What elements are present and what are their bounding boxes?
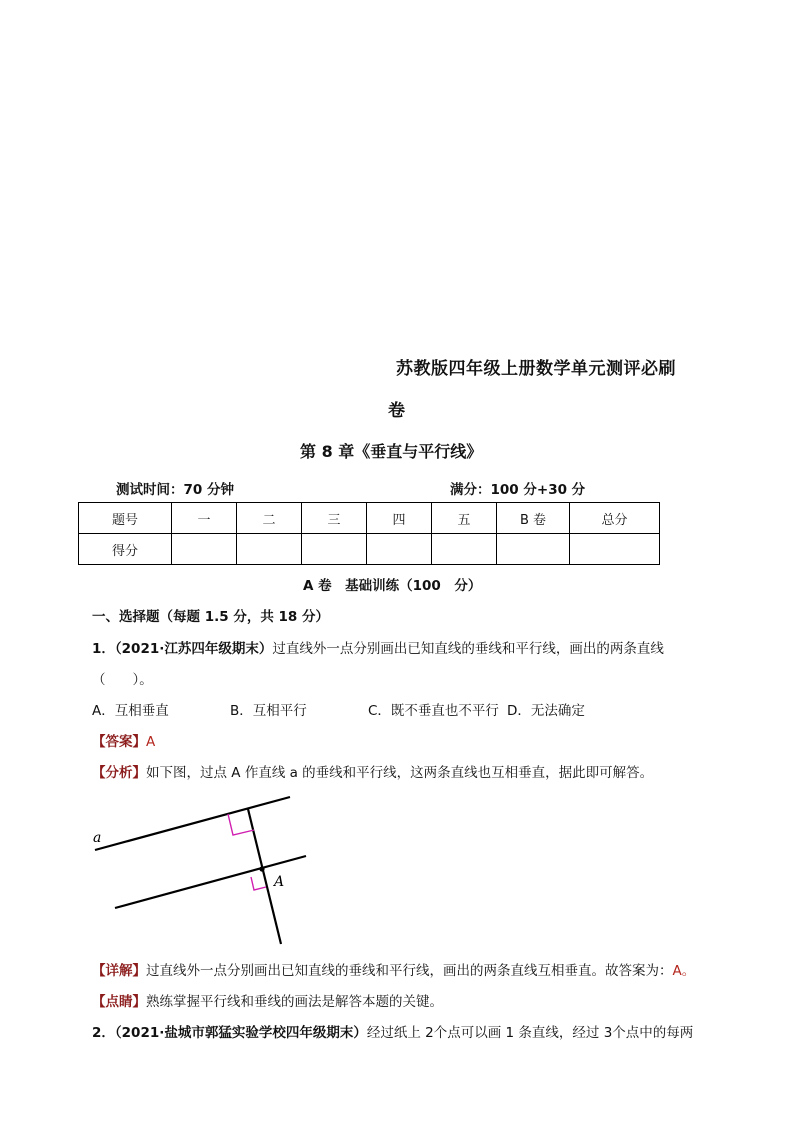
answer-line (92, 730, 155, 750)
comment-line (92, 990, 443, 1010)
table-header-cell: 五 (432, 503, 497, 534)
table-header-cell: 题号 (79, 503, 172, 534)
question-source: （2021·盐城市郭猛实验学校四年级期末） (114, 1025, 367, 1041)
analysis-text: 如下图，过点 A 作直线 a 的垂线和平行线，这两条直线也互相垂直，据此即可解答。 (146, 765, 654, 781)
question-number: 2． (92, 1025, 115, 1041)
score-cell (172, 534, 237, 565)
option-d: D．无法确定 (507, 703, 585, 719)
table-header-cell: 总分 (570, 503, 660, 534)
score-table-header-row (79, 503, 660, 534)
table-header-cell: 一 (172, 503, 237, 534)
question-1-blank: （ ）。 (92, 672, 153, 688)
detail-line (92, 959, 695, 979)
perpendicular-parallel-figure (88, 790, 318, 950)
question-number: 1． (92, 641, 115, 657)
table-header-cell: 二 (237, 503, 302, 534)
question-text: 经过纸上 2个点可以画 1 条直线，经过 3个点中的每两 (366, 1025, 694, 1041)
analysis-tag: 【分析】 (92, 765, 146, 781)
point-a-dot (259, 866, 264, 871)
score-table-score-row (79, 534, 660, 565)
score-table (78, 502, 660, 565)
table-header-cell: 三 (302, 503, 367, 534)
detail-text: 过直线外一点分别画出已知直线的垂线和平行线，画出的两条直线互相垂直。故答案为： (146, 963, 673, 979)
option-b: B．互相平行 (230, 703, 307, 719)
document-title-continued: 卷 (388, 401, 405, 421)
answer-value: A (146, 734, 156, 750)
score-cell (497, 534, 570, 565)
comment-text: 熟练掌握平行线和垂线的画法是解答本题的关键。 (146, 994, 443, 1010)
test-time: 测试时间：70 分钟 (116, 482, 234, 498)
score-cell (570, 534, 660, 565)
score-cell (432, 534, 497, 565)
detail-answer: A。 (672, 963, 696, 979)
comment-tag: 【点睛】 (92, 994, 146, 1010)
question-1 (92, 637, 664, 657)
score-cell (367, 534, 432, 565)
table-header-cell: B 卷 (497, 503, 570, 534)
question-text: 过直线外一点分别画出已知直线的垂线和平行线，画出的两条直线 (272, 641, 664, 657)
question-source: （2021·江苏四年级期末） (114, 641, 273, 657)
score-cell (302, 534, 367, 565)
question-2 (92, 1021, 693, 1041)
label-a-line: a (93, 830, 102, 846)
analysis-line (92, 761, 653, 781)
line-a (95, 797, 290, 850)
answer-tag: 【答案】 (92, 734, 146, 750)
table-row-label: 得分 (79, 534, 172, 565)
option-c: C．既不垂直也不平行 (368, 703, 499, 719)
choice-section-heading: 一、选择题（每题 1.5 分，共 18 分） (92, 609, 330, 625)
chapter-title: 第 8 章《垂直与平行线》 (300, 442, 483, 461)
full-score: 满分：100 分+30 分 (450, 482, 586, 498)
right-angle-mark-bottom (251, 877, 266, 890)
detail-tag: 【详解】 (92, 963, 146, 979)
document-title: 苏教版四年级上册数学单元测评必刷 (396, 359, 676, 379)
part-a-heading: A 卷 基础训练（100 分） (303, 578, 482, 594)
score-cell (237, 534, 302, 565)
table-header-cell: 四 (367, 503, 432, 534)
label-point-a: A (274, 874, 285, 890)
option-a: A．互相垂直 (92, 703, 169, 719)
